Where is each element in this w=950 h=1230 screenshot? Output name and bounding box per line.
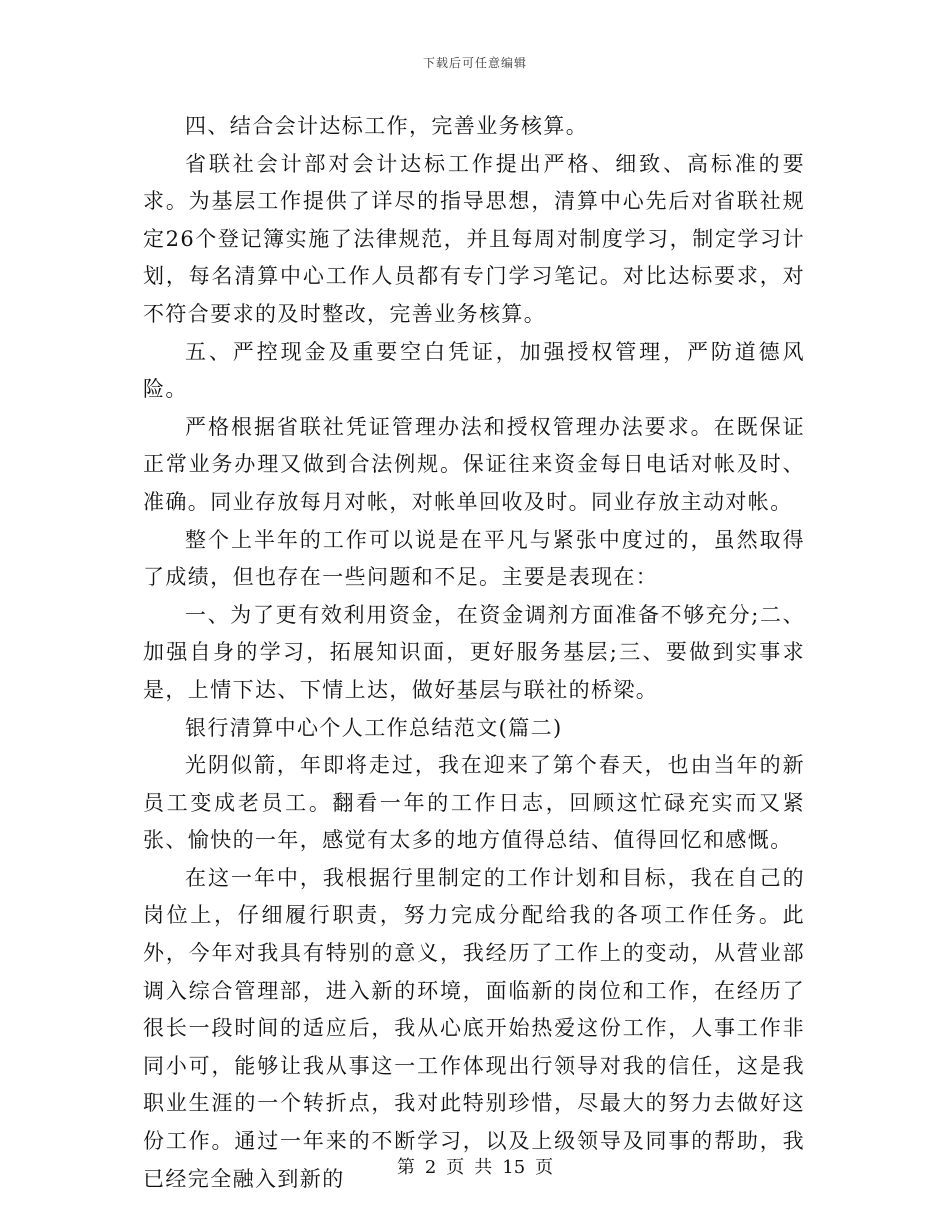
paragraph: 在这一年中，我根据行里制定的工作计划和目标，我在自己的岗位上，仔细履行职责，努力完成分配给我的各项工作任务。此外，今年对我具有特别的意义，我经历了工作上的变动，从营业部调入综合管理部，进入新的环境，面临新的岗位和工作，在经历了很长一段时间的适应后，我从心底开始热爱这份工作，人事工作非同小可，能够让我从事这一工作体现出行领导对我的信任，这是我职业生涯的一个转折点，我对此特别珍惜，尽最大的努力去做好这份工作。通过一年来的不断学习，以及上级领导及同事的帮助，我已经完全融入到新的 — [143, 865, 805, 1191]
page-label-mid: 页 — [446, 1157, 465, 1178]
paragraph-section-four-heading: 四、结合会计达标工作，完善业务核算。 — [185, 114, 589, 138]
page-label-suffix: 页 — [535, 1157, 554, 1178]
paragraph: 一、为了更有效利用资金，在资金调剂方面准备不够充分;二、加强自身的学习，拓展知识面，更好服务基层;三、要做到实事求是，上情下达、下情上达，做好基层与联社的桥梁。 — [143, 602, 805, 702]
paragraph: 省联社会计部对会计达标工作提出严格、细致、高标准的要求。为基层工作提供了详尽的指导思想，清算中心先后对省联社规定26个登记簿实施了法律规范，并且每周对制度学习，制定学习计划，每名清算中心工作人员都有专门学习笔记。对比达标要求，对不符合要求的及时整改，完善业务核算。 — [143, 151, 805, 326]
paragraph: 严格根据省联社凭证管理办法和授权管理办法要求。在既保证正常业务办理又做到合法例规。保证往来资金每日电话对帐及时、准确。同业存放每月对帐，对帐单回收及时。同业存放主动对帐。 — [143, 414, 805, 514]
total-page-count: 15 — [502, 1157, 526, 1178]
page-footer — [0, 1153, 950, 1179]
page-header: 下载后可任意编辑 — [422, 56, 527, 70]
paragraph-section-five-heading: 五、严控现金及重要空白凭证，加强授权管理，严防道德风险。 — [143, 339, 805, 402]
paragraph: 光阴似箭，年即将走过，我在迎来了第个春天，也由当年的新员工变成老员工。翻看一年的工作日志，回顾这忙碌充实而又紧张、愉快的一年，感觉有太多的地方值得总结、值得回忆和感慨。 — [143, 753, 805, 853]
total-label: 共 — [474, 1157, 493, 1178]
page-label-prefix: 第 — [396, 1157, 415, 1178]
section-title: 银行清算中心个人工作总结范文(篇二) — [185, 715, 563, 740]
document-body — [143, 108, 805, 1198]
paragraph: 整个上半年的工作可以说是在平凡与紧张中度过的，虽然取得了成绩，但也存在一些问题和不足。主要是表现在： — [143, 527, 805, 590]
current-page-number: 2 — [424, 1157, 437, 1178]
